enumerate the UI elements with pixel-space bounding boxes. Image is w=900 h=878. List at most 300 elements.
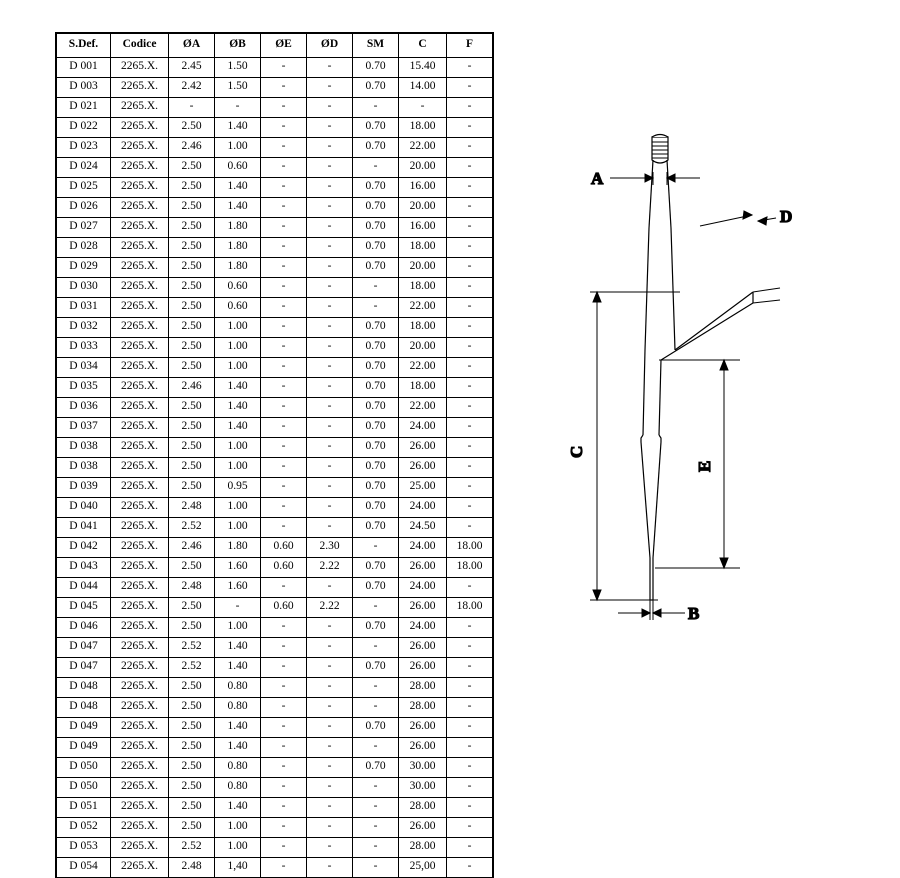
column-header-codice: Codice: [111, 34, 169, 58]
table-cell: -: [447, 238, 493, 258]
table-cell: 18.00: [399, 238, 447, 258]
dimension-c: [590, 292, 680, 600]
table-cell: -: [307, 218, 353, 238]
table-cell: -: [353, 858, 399, 878]
table-cell: -: [307, 638, 353, 658]
table-row: [57, 398, 493, 418]
table-cell: 1.40: [215, 178, 261, 198]
table-cell: -: [261, 838, 307, 858]
table-cell: -: [447, 638, 493, 658]
table-cell: -: [307, 338, 353, 358]
table-cell: 24.00: [399, 538, 447, 558]
table-cell: 2.50: [169, 198, 215, 218]
table-cell: 1.00: [215, 838, 261, 858]
table-cell: -: [307, 198, 353, 218]
table-cell: 2.50: [169, 558, 215, 578]
table-cell: 26.00: [399, 658, 447, 678]
table-cell: -: [261, 818, 307, 838]
shaft-left-edge: [649, 160, 653, 228]
table-row: [57, 458, 493, 478]
table-cell: D 054: [57, 858, 111, 878]
table-cell: 2.50: [169, 698, 215, 718]
table-cell: -: [307, 418, 353, 438]
table-cell: 0.70: [353, 578, 399, 598]
table-cell: -: [261, 138, 307, 158]
table-cell: 1.80: [215, 258, 261, 278]
table-cell: 2265.X.: [111, 778, 169, 798]
table-cell: -: [447, 478, 493, 498]
table-cell: 25.00: [399, 478, 447, 498]
table-cell: -: [261, 458, 307, 478]
table-cell: 0.70: [353, 138, 399, 158]
table-row: [57, 198, 493, 218]
table-header-row: [57, 34, 493, 58]
table-cell: D 003: [57, 78, 111, 98]
column-header-sdef: S.Def.: [57, 34, 111, 58]
table-cell: 2.52: [169, 638, 215, 658]
column-header-f: F: [447, 34, 493, 58]
table-row: [57, 238, 493, 258]
table-row: [57, 638, 493, 658]
table-cell: D 034: [57, 358, 111, 378]
table-cell: -: [447, 98, 493, 118]
column-header-dia-a: ØA: [169, 34, 215, 58]
table-cell: 2.46: [169, 378, 215, 398]
table-cell: 28.00: [399, 678, 447, 698]
dimension-label-a: A: [591, 169, 604, 188]
table-cell: 28.00: [399, 698, 447, 718]
table-cell: -: [353, 298, 399, 318]
table-cell: 14.00: [399, 78, 447, 98]
table-cell: -: [261, 438, 307, 458]
table-cell: 1.00: [215, 338, 261, 358]
table-cell: 28.00: [399, 838, 447, 858]
table-cell: 2.42: [169, 78, 215, 98]
table-cell: 2265.X.: [111, 438, 169, 458]
table-cell: 0.70: [353, 658, 399, 678]
table-cell: 2.50: [169, 158, 215, 178]
table-cell: -: [447, 118, 493, 138]
table-cell: 26.00: [399, 738, 447, 758]
table-cell: 2.22: [307, 558, 353, 578]
table-row: [57, 598, 493, 618]
table-cell: 30.00: [399, 778, 447, 798]
table-cell: -: [353, 638, 399, 658]
table-cell: 1.60: [215, 558, 261, 578]
table-cell: 2265.X.: [111, 98, 169, 118]
table-cell: -: [261, 338, 307, 358]
table-cell: 2.48: [169, 578, 215, 598]
table-cell: 25,00: [399, 858, 447, 878]
table-row: [57, 538, 493, 558]
table-cell: 2.50: [169, 618, 215, 638]
table-cell: -: [307, 458, 353, 478]
table-cell: D 027: [57, 218, 111, 238]
table-cell: 2265.X.: [111, 578, 169, 598]
table-cell: 24.00: [399, 418, 447, 438]
table-cell: -: [261, 698, 307, 718]
table-cell: -: [307, 58, 353, 78]
table-cell: 2.50: [169, 338, 215, 358]
table-cell: -: [307, 98, 353, 118]
table-cell: D 022: [57, 118, 111, 138]
table-cell: -: [307, 858, 353, 878]
table-row: [57, 818, 493, 838]
table-cell: 2.46: [169, 538, 215, 558]
table-cell: -: [447, 498, 493, 518]
table-row: [57, 118, 493, 138]
table-cell: 0.70: [353, 238, 399, 258]
table-cell: 1.00: [215, 618, 261, 638]
table-cell: D 021: [57, 98, 111, 118]
table-cell: -: [307, 178, 353, 198]
table-cell: 1.60: [215, 578, 261, 598]
table-cell: 0.70: [353, 618, 399, 638]
table-cell: 2265.X.: [111, 698, 169, 718]
table-cell: 2265.X.: [111, 338, 169, 358]
column-header-c: C: [399, 34, 447, 58]
table-cell: -: [261, 298, 307, 318]
table-cell: 1,40: [215, 858, 261, 878]
table-cell: D 001: [57, 58, 111, 78]
table-cell: D 049: [57, 738, 111, 758]
table-cell: -: [307, 138, 353, 158]
table-cell: -: [353, 738, 399, 758]
table-cell: -: [307, 78, 353, 98]
table-row: [57, 658, 493, 678]
table-cell: -: [447, 578, 493, 598]
needle-left: [641, 442, 650, 558]
table-cell: D 036: [57, 398, 111, 418]
table-cell: D 029: [57, 258, 111, 278]
table-cell: -: [447, 818, 493, 838]
technical-drawing: [540, 60, 890, 660]
table-cell: 0.70: [353, 178, 399, 198]
table-cell: -: [261, 278, 307, 298]
table-cell: 1.00: [215, 518, 261, 538]
table-cell: 18.00: [399, 318, 447, 338]
table-cell: 1.80: [215, 218, 261, 238]
table-cell: 2265.X.: [111, 498, 169, 518]
table-cell: 0.70: [353, 718, 399, 738]
table-cell: 0.70: [353, 438, 399, 458]
table-cell: -: [447, 58, 493, 78]
table-row: [57, 158, 493, 178]
table-cell: 2.48: [169, 858, 215, 878]
table-cell: 0.70: [353, 78, 399, 98]
dimension-a: [610, 172, 700, 185]
table-row: [57, 58, 493, 78]
table-cell: -: [261, 198, 307, 218]
table-row: [57, 178, 493, 198]
table-row: [57, 838, 493, 858]
table-cell: D 042: [57, 538, 111, 558]
table-cell: 2265.X.: [111, 478, 169, 498]
table-cell: 2265.X.: [111, 718, 169, 738]
spec-table-body: [57, 58, 493, 878]
table-cell: D 040: [57, 498, 111, 518]
table-row: [57, 678, 493, 698]
column-header-dia-b: ØB: [215, 34, 261, 58]
table-cell: 20.00: [399, 198, 447, 218]
table-cell: D 041: [57, 518, 111, 538]
table-cell: -: [447, 298, 493, 318]
table-cell: -: [261, 638, 307, 658]
table-cell: 2.50: [169, 778, 215, 798]
table-cell: -: [261, 118, 307, 138]
table-cell: 1.00: [215, 358, 261, 378]
table-cell: D 053: [57, 838, 111, 858]
table-cell: 0.60: [215, 298, 261, 318]
table-cell: D 035: [57, 378, 111, 398]
column-header-dia-e: ØE: [261, 34, 307, 58]
table-cell: 0.70: [353, 338, 399, 358]
shaft-right-edge: [667, 160, 671, 228]
table-cell: D 038: [57, 458, 111, 478]
column-header-dia-d: ØD: [307, 34, 353, 58]
table-cell: 0.60: [261, 558, 307, 578]
table-cell: 2.50: [169, 438, 215, 458]
table-cell: -: [307, 518, 353, 538]
table-cell: 2265.X.: [111, 638, 169, 658]
table-cell: -: [353, 98, 399, 118]
table-cell: -: [399, 98, 447, 118]
table-cell: 1.80: [215, 538, 261, 558]
lower-shank-left: [643, 350, 645, 435]
table-cell: -: [261, 718, 307, 738]
table-cell: 2265.X.: [111, 138, 169, 158]
table-cell: -: [447, 78, 493, 98]
table-cell: 26.00: [399, 438, 447, 458]
table-cell: 2265.X.: [111, 398, 169, 418]
table-cell: 18.00: [399, 278, 447, 298]
table-cell: D 051: [57, 798, 111, 818]
table-cell: -: [307, 278, 353, 298]
table-cell: D 045: [57, 598, 111, 618]
table-cell: -: [307, 678, 353, 698]
table-cell: -: [307, 498, 353, 518]
table-cell: -: [261, 578, 307, 598]
table-cell: 2.50: [169, 758, 215, 778]
table-row: [57, 78, 493, 98]
table-cell: 2.50: [169, 458, 215, 478]
table-row: [57, 418, 493, 438]
table-cell: 15.40: [399, 58, 447, 78]
table-row: [57, 138, 493, 158]
table-cell: -: [261, 798, 307, 818]
table-cell: 2265.X.: [111, 258, 169, 278]
table-cell: -: [261, 778, 307, 798]
table-cell: -: [169, 98, 215, 118]
table-row: [57, 618, 493, 638]
table-cell: 0.80: [215, 778, 261, 798]
dimension-label-b: B: [688, 604, 700, 623]
table-cell: 2.45: [169, 58, 215, 78]
table-cell: -: [353, 278, 399, 298]
table-cell: D 048: [57, 698, 111, 718]
table-cell: -: [261, 178, 307, 198]
table-cell: -: [307, 698, 353, 718]
table-cell: -: [307, 718, 353, 738]
dimension-label-c: C: [567, 445, 586, 458]
table-cell: -: [447, 778, 493, 798]
table-cell: 2265.X.: [111, 218, 169, 238]
table-cell: 0.60: [215, 158, 261, 178]
table-row: [57, 718, 493, 738]
table-cell: 2265.X.: [111, 418, 169, 438]
table-row: [57, 218, 493, 238]
table-cell: 16.00: [399, 178, 447, 198]
table-cell: -: [447, 318, 493, 338]
table-cell: -: [447, 698, 493, 718]
table-cell: -: [261, 218, 307, 238]
table-cell: D 047: [57, 638, 111, 658]
table-cell: 0.70: [353, 518, 399, 538]
table-cell: 1.40: [215, 738, 261, 758]
table-cell: 20.00: [399, 258, 447, 278]
table-cell: 2265.X.: [111, 278, 169, 298]
table-cell: -: [261, 518, 307, 538]
table-cell: -: [447, 358, 493, 378]
table-cell: -: [215, 98, 261, 118]
table-cell: 2.50: [169, 478, 215, 498]
table-cell: 2265.X.: [111, 378, 169, 398]
table-cell: 0.70: [353, 558, 399, 578]
table-row: [57, 358, 493, 378]
table-cell: 2.52: [169, 658, 215, 678]
table-cell: 26.00: [399, 598, 447, 618]
table-cell: -: [307, 378, 353, 398]
table-cell: 0.80: [215, 678, 261, 698]
table-cell: 2.50: [169, 318, 215, 338]
table-cell: 2265.X.: [111, 758, 169, 778]
table-cell: -: [353, 158, 399, 178]
table-cell: 2.30: [307, 538, 353, 558]
table-cell: -: [447, 678, 493, 698]
table-cell: 2265.X.: [111, 818, 169, 838]
table-cell: -: [447, 518, 493, 538]
table-cell: 2265.X.: [111, 838, 169, 858]
table-cell: -: [447, 798, 493, 818]
table-cell: 0.80: [215, 698, 261, 718]
table-cell: 24.00: [399, 578, 447, 598]
table-cell: -: [261, 738, 307, 758]
table-cell: 1.00: [215, 138, 261, 158]
table-cell: 24.00: [399, 618, 447, 638]
table-row: [57, 98, 493, 118]
table-row: [57, 798, 493, 818]
table-cell: -: [261, 858, 307, 878]
table-cell: 2265.X.: [111, 458, 169, 478]
table-cell: -: [353, 778, 399, 798]
table-cell: -: [447, 198, 493, 218]
table-row: [57, 558, 493, 578]
table-cell: -: [307, 618, 353, 638]
table-cell: -: [261, 658, 307, 678]
table-cell: D 024: [57, 158, 111, 178]
table-cell: -: [307, 658, 353, 678]
table-cell: 22.00: [399, 298, 447, 318]
table-cell: 2265.X.: [111, 178, 169, 198]
lower-shank-right: [659, 360, 661, 435]
probe-handle: [652, 135, 668, 164]
dimension-d: [700, 211, 780, 303]
table-cell: 2265.X.: [111, 598, 169, 618]
table-cell: -: [353, 798, 399, 818]
table-cell: D 028: [57, 238, 111, 258]
table-cell: 24.00: [399, 498, 447, 518]
table-row: [57, 278, 493, 298]
table-cell: 0.70: [353, 58, 399, 78]
table-cell: -: [307, 838, 353, 858]
table-cell: 2265.X.: [111, 558, 169, 578]
table-cell: -: [447, 178, 493, 198]
table-cell: D 048: [57, 678, 111, 698]
table-cell: 1.40: [215, 798, 261, 818]
table-cell: -: [447, 758, 493, 778]
table-cell: 1.00: [215, 818, 261, 838]
table-cell: -: [353, 598, 399, 618]
table-cell: 2.50: [169, 798, 215, 818]
table-cell: D 032: [57, 318, 111, 338]
table-cell: -: [307, 478, 353, 498]
table-cell: 26.00: [399, 718, 447, 738]
table-cell: -: [261, 258, 307, 278]
needle-right: [653, 442, 661, 558]
table-cell: 2.52: [169, 518, 215, 538]
table-cell: 2265.X.: [111, 538, 169, 558]
table-cell: -: [307, 238, 353, 258]
dimension-label-d: D: [780, 207, 793, 226]
table-cell: D 033: [57, 338, 111, 358]
table-cell: -: [307, 118, 353, 138]
table-cell: -: [261, 318, 307, 338]
table-cell: -: [307, 258, 353, 278]
table-cell: 2.52: [169, 838, 215, 858]
table-cell: 1.40: [215, 398, 261, 418]
table-cell: D 025: [57, 178, 111, 198]
table-cell: -: [307, 158, 353, 178]
table-cell: -: [447, 458, 493, 478]
table-cell: -: [447, 338, 493, 358]
table-cell: 2.50: [169, 398, 215, 418]
table-cell: 2265.X.: [111, 618, 169, 638]
table-cell: -: [447, 658, 493, 678]
table-cell: 0.70: [353, 218, 399, 238]
table-cell: 2265.X.: [111, 738, 169, 758]
table-row: [57, 318, 493, 338]
table-cell: -: [353, 698, 399, 718]
table-cell: 2.50: [169, 738, 215, 758]
table-cell: 20.00: [399, 158, 447, 178]
table-cell: -: [447, 218, 493, 238]
table-row: [57, 858, 493, 878]
table-cell: 2.50: [169, 678, 215, 698]
table-cell: -: [447, 718, 493, 738]
table-cell: 0.70: [353, 318, 399, 338]
table-cell: 2.46: [169, 138, 215, 158]
table-cell: -: [261, 758, 307, 778]
table-cell: -: [215, 598, 261, 618]
table-cell: -: [307, 798, 353, 818]
table-cell: 0.70: [353, 458, 399, 478]
table-cell: -: [353, 538, 399, 558]
table-cell: D 023: [57, 138, 111, 158]
table-cell: -: [261, 98, 307, 118]
table-cell: -: [261, 498, 307, 518]
table-cell: -: [261, 618, 307, 638]
table-cell: -: [447, 378, 493, 398]
